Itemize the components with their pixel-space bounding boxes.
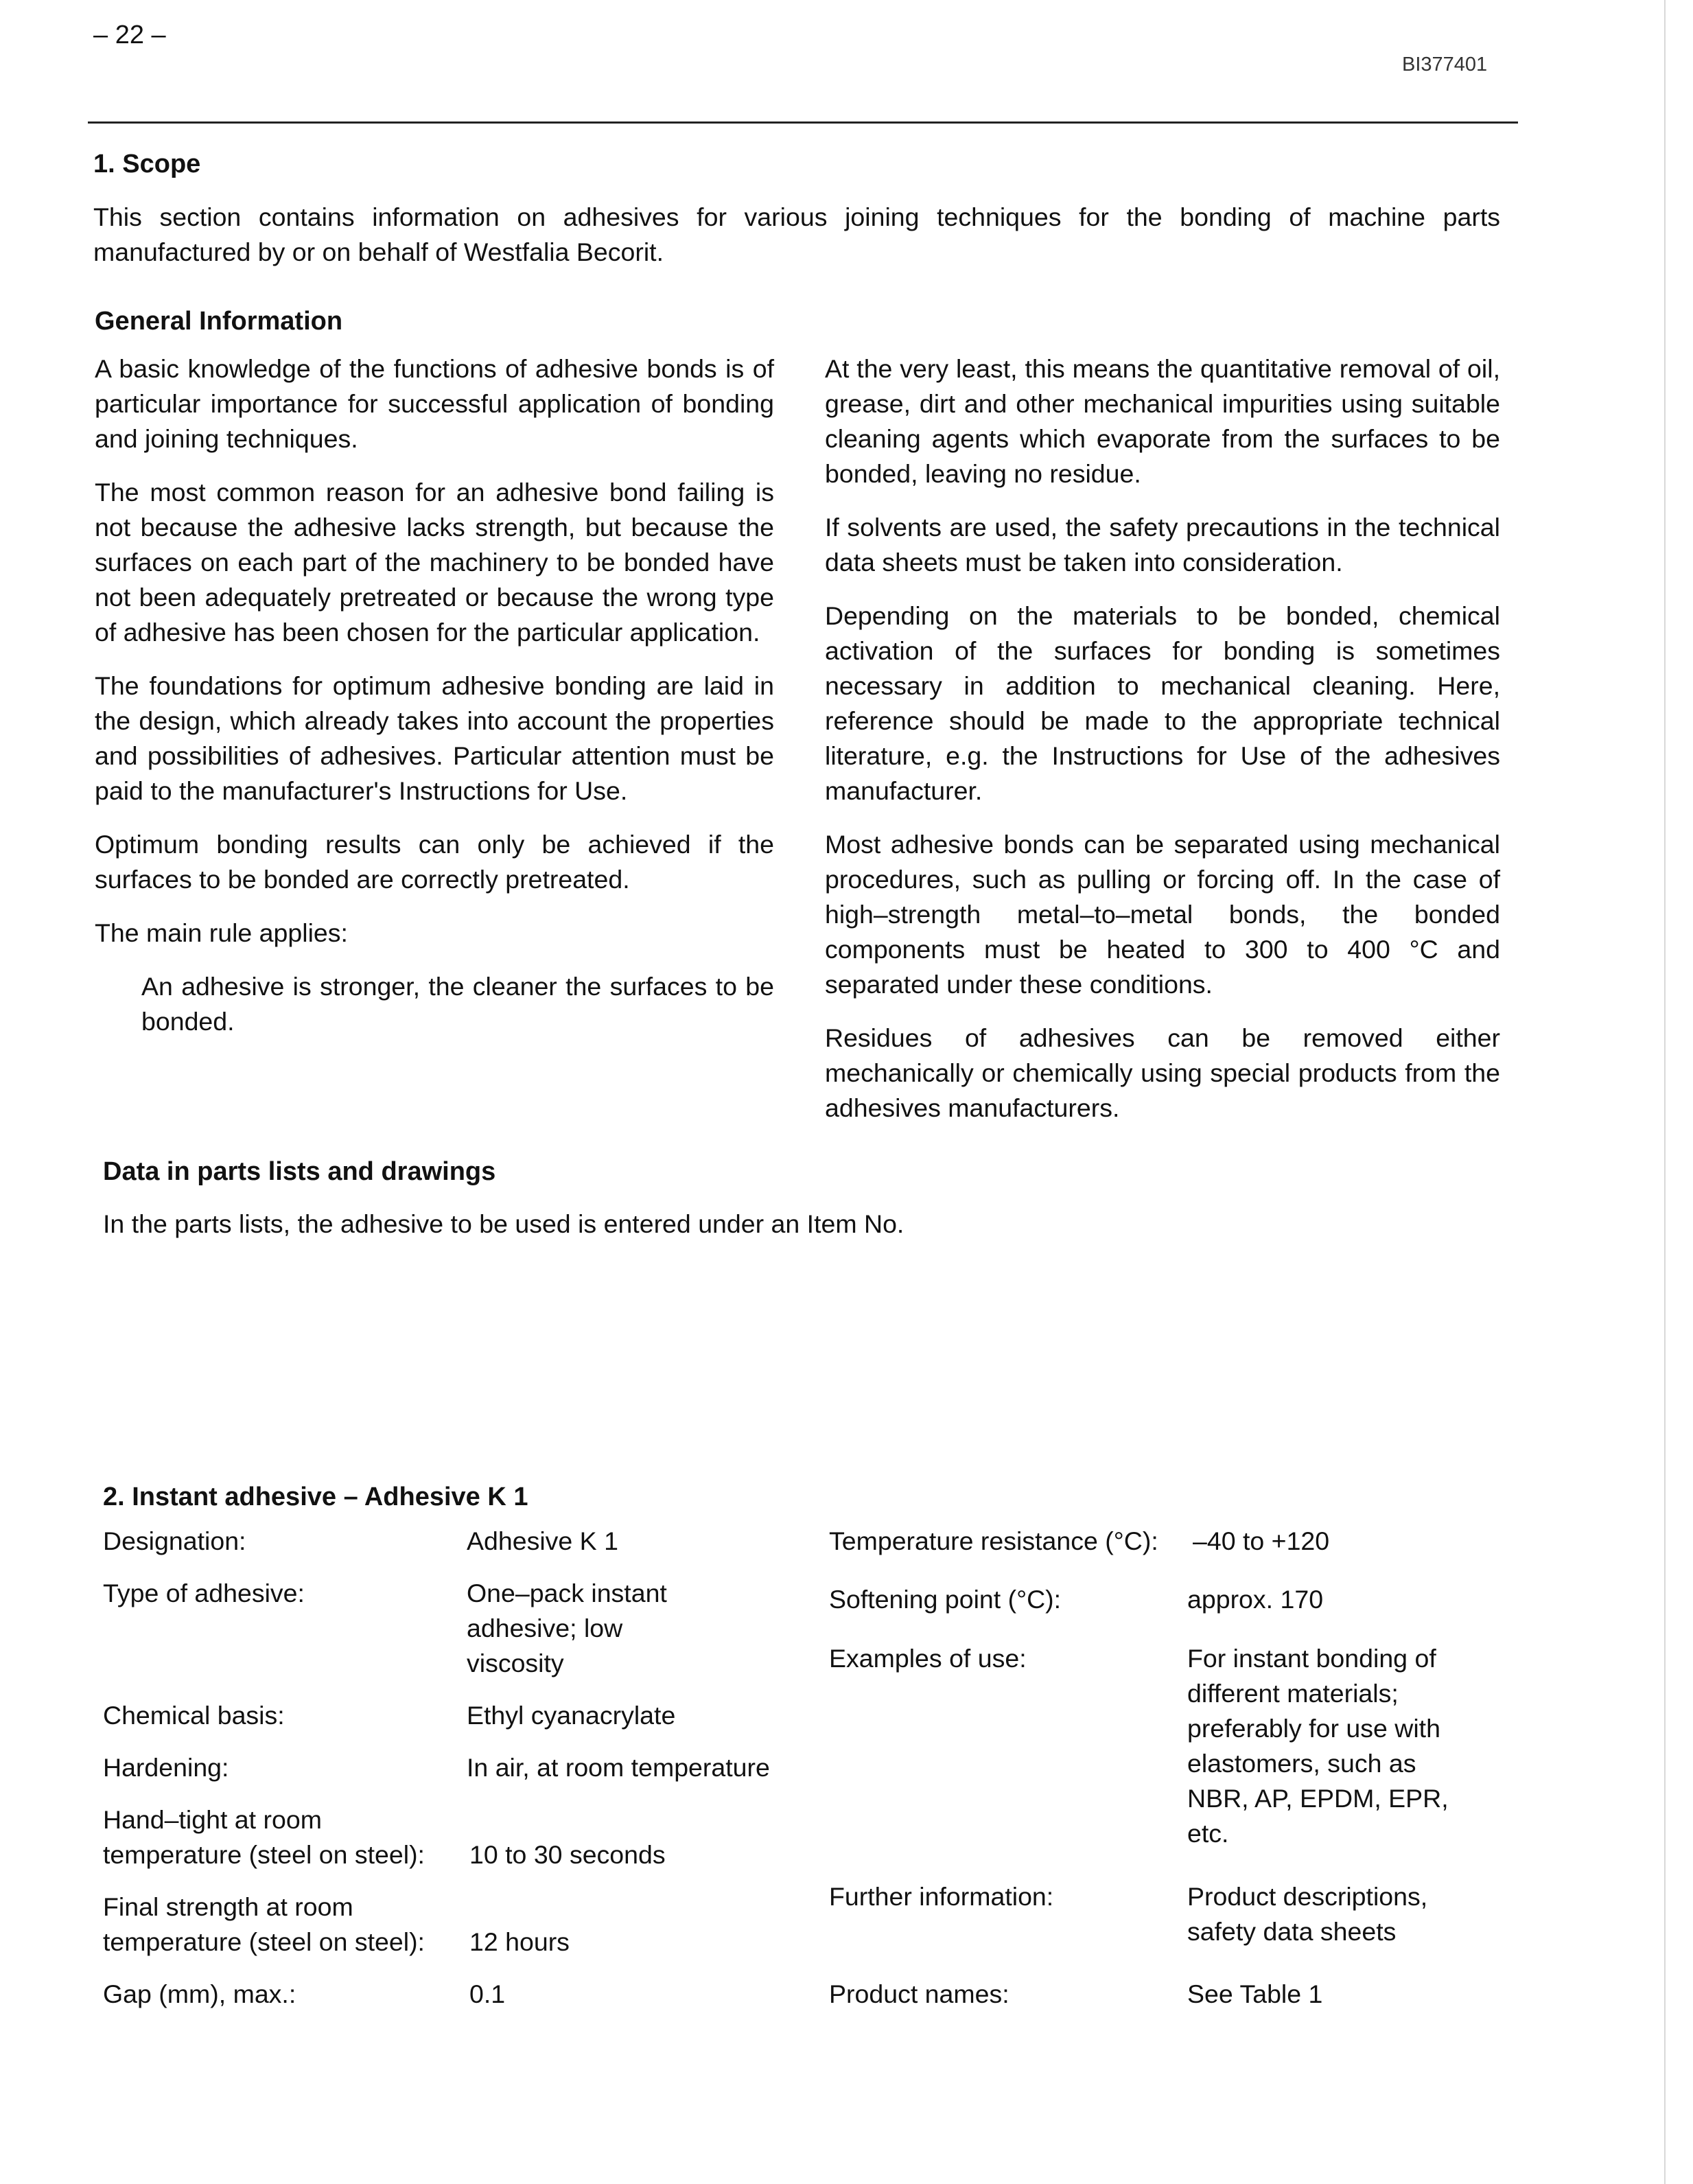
spec-label: Designation: [103, 1526, 246, 1555]
general-paragraph: At the very least, this means the quantitative removal of oil, grease, dirt and other mechanical impurities using suitable cleaning agents which evaporate from the surfaces to be bonded, leaving no residue. [825, 354, 1500, 488]
spec-value: See Table 1 [1187, 1979, 1323, 2008]
spec-label: Temperature resistance (°C): [829, 1526, 1158, 1555]
spec-value: One–pack instant adhesive; low viscosity [467, 1579, 667, 1677]
spec-label: Gap (mm), max.: [103, 1979, 296, 2008]
spec-label: Product names: [829, 1979, 1009, 2008]
general-paragraph: If solvents are used, the safety precautions in the technical data sheets must be taken into consideration. [825, 513, 1500, 577]
general-paragraph: The main rule applies: [95, 918, 348, 947]
main-rule-text: An adhesive is stronger, the cleaner the surfaces to be bonded. [141, 972, 774, 1036]
spec-value: Product descriptions, safety data sheets [1187, 1882, 1428, 1946]
spec-label: Softening point (°C): [829, 1585, 1062, 1614]
spec-label: Hand–tight at room temperature (steel on steel): [103, 1805, 425, 1869]
spec-value: –40 to +120 [1193, 1526, 1330, 1555]
general-paragraph: The foundations for optimum adhesive bonding are laid in the design, which already takes into account the properties and possibilities of adhesives. Particular attention must be paid to the manufacturer's Instructions for Use. [95, 671, 774, 805]
general-information-heading: General Information [95, 307, 343, 336]
header-divider [88, 121, 1518, 124]
instant-adhesive-heading: 2. Instant adhesive – Adhesive K 1 [103, 1483, 528, 1511]
data-parts-text: In the parts lists, the adhesive to be used is entered under an Item No. [103, 1209, 904, 1238]
spec-value: In air, at room temperature [467, 1753, 770, 1782]
spec-value: Adhesive K 1 [467, 1526, 618, 1555]
general-left-column [95, 351, 774, 1058]
page-number: – 22 – [93, 21, 166, 49]
spec-label: Hardening: [103, 1753, 229, 1782]
spec-value: 10 to 30 seconds [469, 1840, 666, 1869]
scope-heading: 1. Scope [93, 150, 201, 178]
page-edge-shadow [1664, 0, 1666, 2184]
spec-label: Examples of use: [829, 1644, 1027, 1673]
general-paragraph: Optimum bonding results can only be achieved if the surfaces to be bonded are correctly pretreated. [95, 830, 774, 894]
general-paragraph: Depending on the materials to be bonded, chemical activation of the surfaces for bonding is sometimes necessary in addition to mechanical cleaning. Here, reference should be made to the appropriate technical literature, e.g. the Instructions for Use of the adhesives manufacturer. [825, 601, 1500, 805]
spec-value: 0.1 [469, 1979, 506, 2008]
general-paragraph: Residues of adhesives can be removed either mechanically or chemically using special products from the adhesives manufacturers. [825, 1023, 1500, 1122]
spec-label: Chemical basis: [103, 1701, 285, 1730]
spec-value: Ethyl cyanacrylate [467, 1701, 676, 1730]
document-id: BI377401 [1402, 54, 1488, 75]
spec-value: 12 hours [469, 1927, 570, 1956]
general-paragraph: Most adhesive bonds can be separated using mechanical procedures, such as pulling or forcing off. In the case of high–strength metal–to–metal bonds, the bonded components must be heated to 300 to 400 °C and separated under these conditions. [825, 830, 1500, 999]
data-parts-heading: Data in parts lists and drawings [103, 1157, 496, 1186]
scope-text: This section contains information on adhesives for various joining techniques for the bonding of machine parts manufactured by or on behalf of Westfalia Becorit. [93, 202, 1500, 266]
spec-label: Type of adhesive: [103, 1579, 305, 1607]
general-paragraph: A basic knowledge of the functions of adhesive bonds is of particular importance for successful application of bonding and joining techniques. [95, 354, 774, 453]
spec-value: For instant bonding of different materials; preferably for use with elastomers, such as NBR, AP, EPDM, EPR, etc. [1187, 1644, 1449, 1848]
spec-label: Further information: [829, 1882, 1054, 1911]
general-right-column [825, 351, 1500, 1144]
general-paragraph: The most common reason for an adhesive bond failing is not because the adhesive lacks strength, but because the surfaces on each part of the machinery to be bonded have not been adequately pretreated or because the wrong type of adhesive has been chosen for the particular application. [95, 478, 774, 647]
spec-label: Final strength at room temperature (steel on steel): [103, 1892, 425, 1956]
spec-value: approx. 170 [1187, 1585, 1324, 1614]
